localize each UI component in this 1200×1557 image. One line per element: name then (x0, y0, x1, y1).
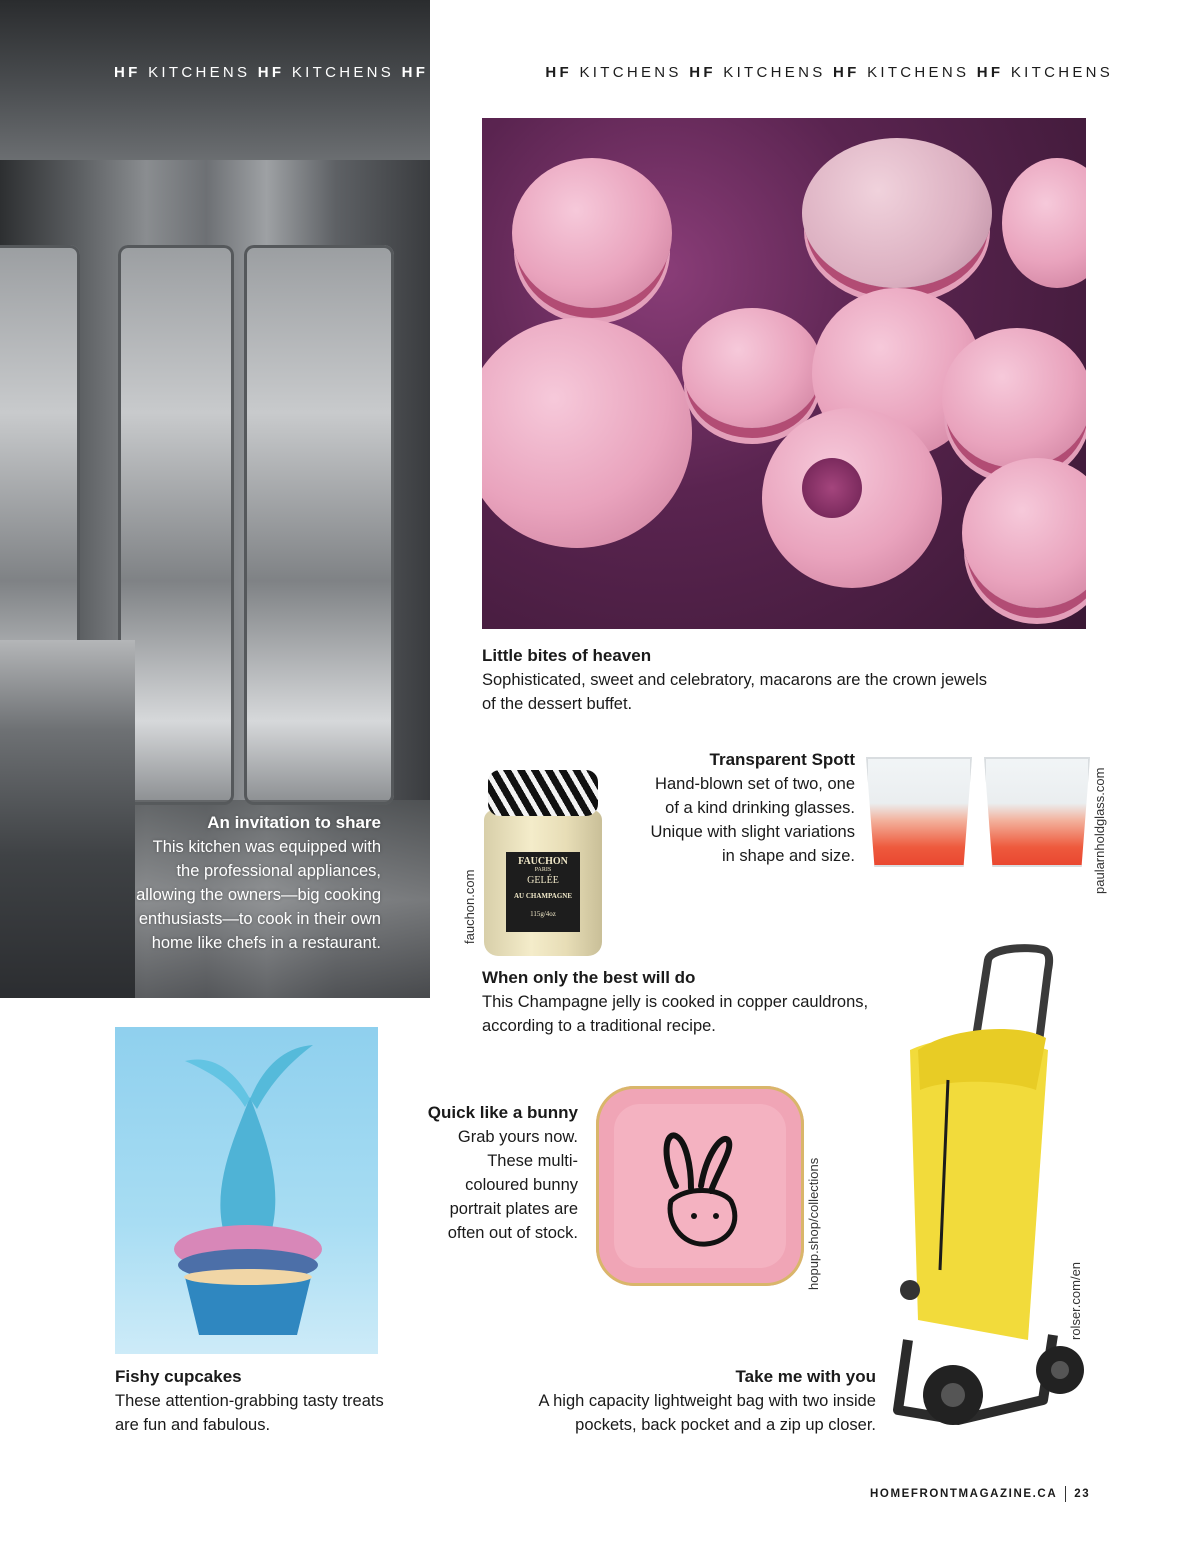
header-hf: HF (832, 64, 860, 81)
header-segment (402, 64, 546, 81)
macaron (682, 308, 822, 428)
caption-line: Unique with slight variations (650, 823, 855, 841)
caption-kitchen (60, 811, 381, 955)
caption-cupcakes (115, 1365, 435, 1437)
caption-line: are fun and fabulous. (115, 1416, 271, 1434)
caption-line: Hand-blown set of two, one (655, 775, 855, 793)
caption-line: of the dessert buffet. (482, 695, 633, 713)
champagne-jelly-jar (484, 770, 602, 956)
footer-divider (1065, 1486, 1066, 1502)
caption-line: pockets, back pocket and a zip up closer. (575, 1416, 876, 1434)
macaron (1002, 158, 1086, 288)
caption-line: in shape and size. (721, 847, 855, 865)
caption-line: often out of stock. (447, 1224, 578, 1242)
jar-lid (488, 770, 598, 816)
jar-label-product: GELÉE (527, 875, 559, 886)
macaron (962, 458, 1086, 608)
page-footer (870, 1486, 1114, 1502)
header-kitchens: KITCHENS (291, 64, 395, 81)
section-header (114, 64, 1114, 81)
header-hf: HF (401, 64, 429, 81)
caption-line: This kitchen was equipped with (152, 838, 381, 856)
macarons-photo (482, 118, 1086, 629)
header-kitchens: KITCHENS (1010, 64, 1114, 81)
macaron (942, 328, 1086, 468)
trolley-illustration (878, 940, 1088, 1440)
header-kitchens: KITCHENS (148, 64, 251, 81)
fridge-door (244, 245, 394, 805)
caption-line: A high capacity lightweight bag with two inside (538, 1392, 876, 1410)
header-hf: HF (257, 64, 285, 81)
header-hf: HF (976, 64, 1004, 81)
caption-line: These attention-grabbing tasty treats (115, 1392, 384, 1410)
jar-label-brand: FAUCHON (518, 856, 568, 867)
caption-line: the professional appliances, (176, 862, 381, 880)
caption-line: allowing the owners—big cooking (136, 886, 381, 904)
credit-paularnhold: paularnholdglass.com (1092, 767, 1107, 894)
header-hf: HF (689, 64, 716, 81)
header-segment (833, 64, 977, 81)
header-segment (689, 64, 833, 81)
caption-bunny (400, 1101, 578, 1245)
header-hf: HF (545, 64, 572, 81)
header-kitchens: KITCHENS (579, 64, 682, 81)
caption-line: portrait plates are (449, 1200, 578, 1218)
caption-line: These multi- (487, 1152, 578, 1170)
header-kitchens: KITCHENS (723, 64, 826, 81)
caption-line: according to a traditional recipe. (482, 1017, 716, 1035)
caption-line: This Champagne jelly is cooked in copper cauldrons, (482, 993, 869, 1011)
cupcake-illustration (115, 1027, 378, 1354)
caption-title: Fishy cupcakes (115, 1367, 242, 1386)
caption-line: coloured bunny (465, 1176, 578, 1194)
header-kitchens: KITCHENS (867, 64, 970, 81)
footer-site: HOMEFRONTMAGAZINE.CA (870, 1488, 1058, 1501)
drinking-glass (984, 757, 1090, 867)
header-hf: HF (114, 64, 141, 81)
caption-title: Take me with you (735, 1367, 876, 1386)
macaron (802, 138, 992, 288)
caption-glasses (600, 748, 855, 868)
caption-title: Transparent Spott (709, 750, 855, 769)
caption-title: When only the best will do (482, 968, 696, 987)
caption-macarons (482, 644, 1082, 716)
credit-hopup: hopup.shop/collections (806, 1157, 821, 1290)
drinking-glass (866, 757, 972, 867)
caption-line: home like chefs in a restaurant. (151, 934, 381, 952)
macaron (512, 158, 672, 308)
caption-trolley (480, 1365, 876, 1437)
bunny-portrait (646, 1126, 756, 1256)
jar-label (506, 852, 580, 932)
caption-line: enthusiasts—to cook in their own (138, 910, 381, 928)
bunny-plate (596, 1086, 804, 1286)
caption-jelly (482, 966, 922, 1038)
caption-line: of a kind drinking glasses. (665, 799, 855, 817)
shopping-trolley (878, 940, 1088, 1440)
fridge-door (118, 245, 234, 805)
header-segment (545, 64, 689, 81)
jar-label-weight: 115g/4oz (530, 910, 556, 918)
caption-line: Sophisticated, sweet and celebratory, macarons are the crown jewels (482, 671, 988, 689)
credit-fauchon: fauchon.com (462, 869, 477, 944)
mermaid-cupcake-photo (115, 1027, 378, 1354)
rosebud (802, 458, 862, 518)
caption-title: Quick like a bunny (427, 1103, 578, 1122)
page-number: 23 (1074, 1488, 1091, 1501)
caption-line: Grab yours now. (457, 1128, 578, 1146)
header-segment (258, 64, 402, 81)
credit-rolser: rolser.com/en (1068, 1261, 1083, 1340)
caption-title: Little bites of heaven (482, 646, 652, 665)
header-segment (977, 64, 1113, 81)
jar-label-city: PARIS (534, 867, 552, 873)
caption-title: An invitation to share (207, 813, 381, 832)
macaron (482, 318, 692, 548)
header-kitchens: KITCHENS (435, 64, 538, 81)
header-segment (114, 64, 258, 81)
jar-label-flavor: AU CHAMPAGNE (513, 892, 572, 900)
